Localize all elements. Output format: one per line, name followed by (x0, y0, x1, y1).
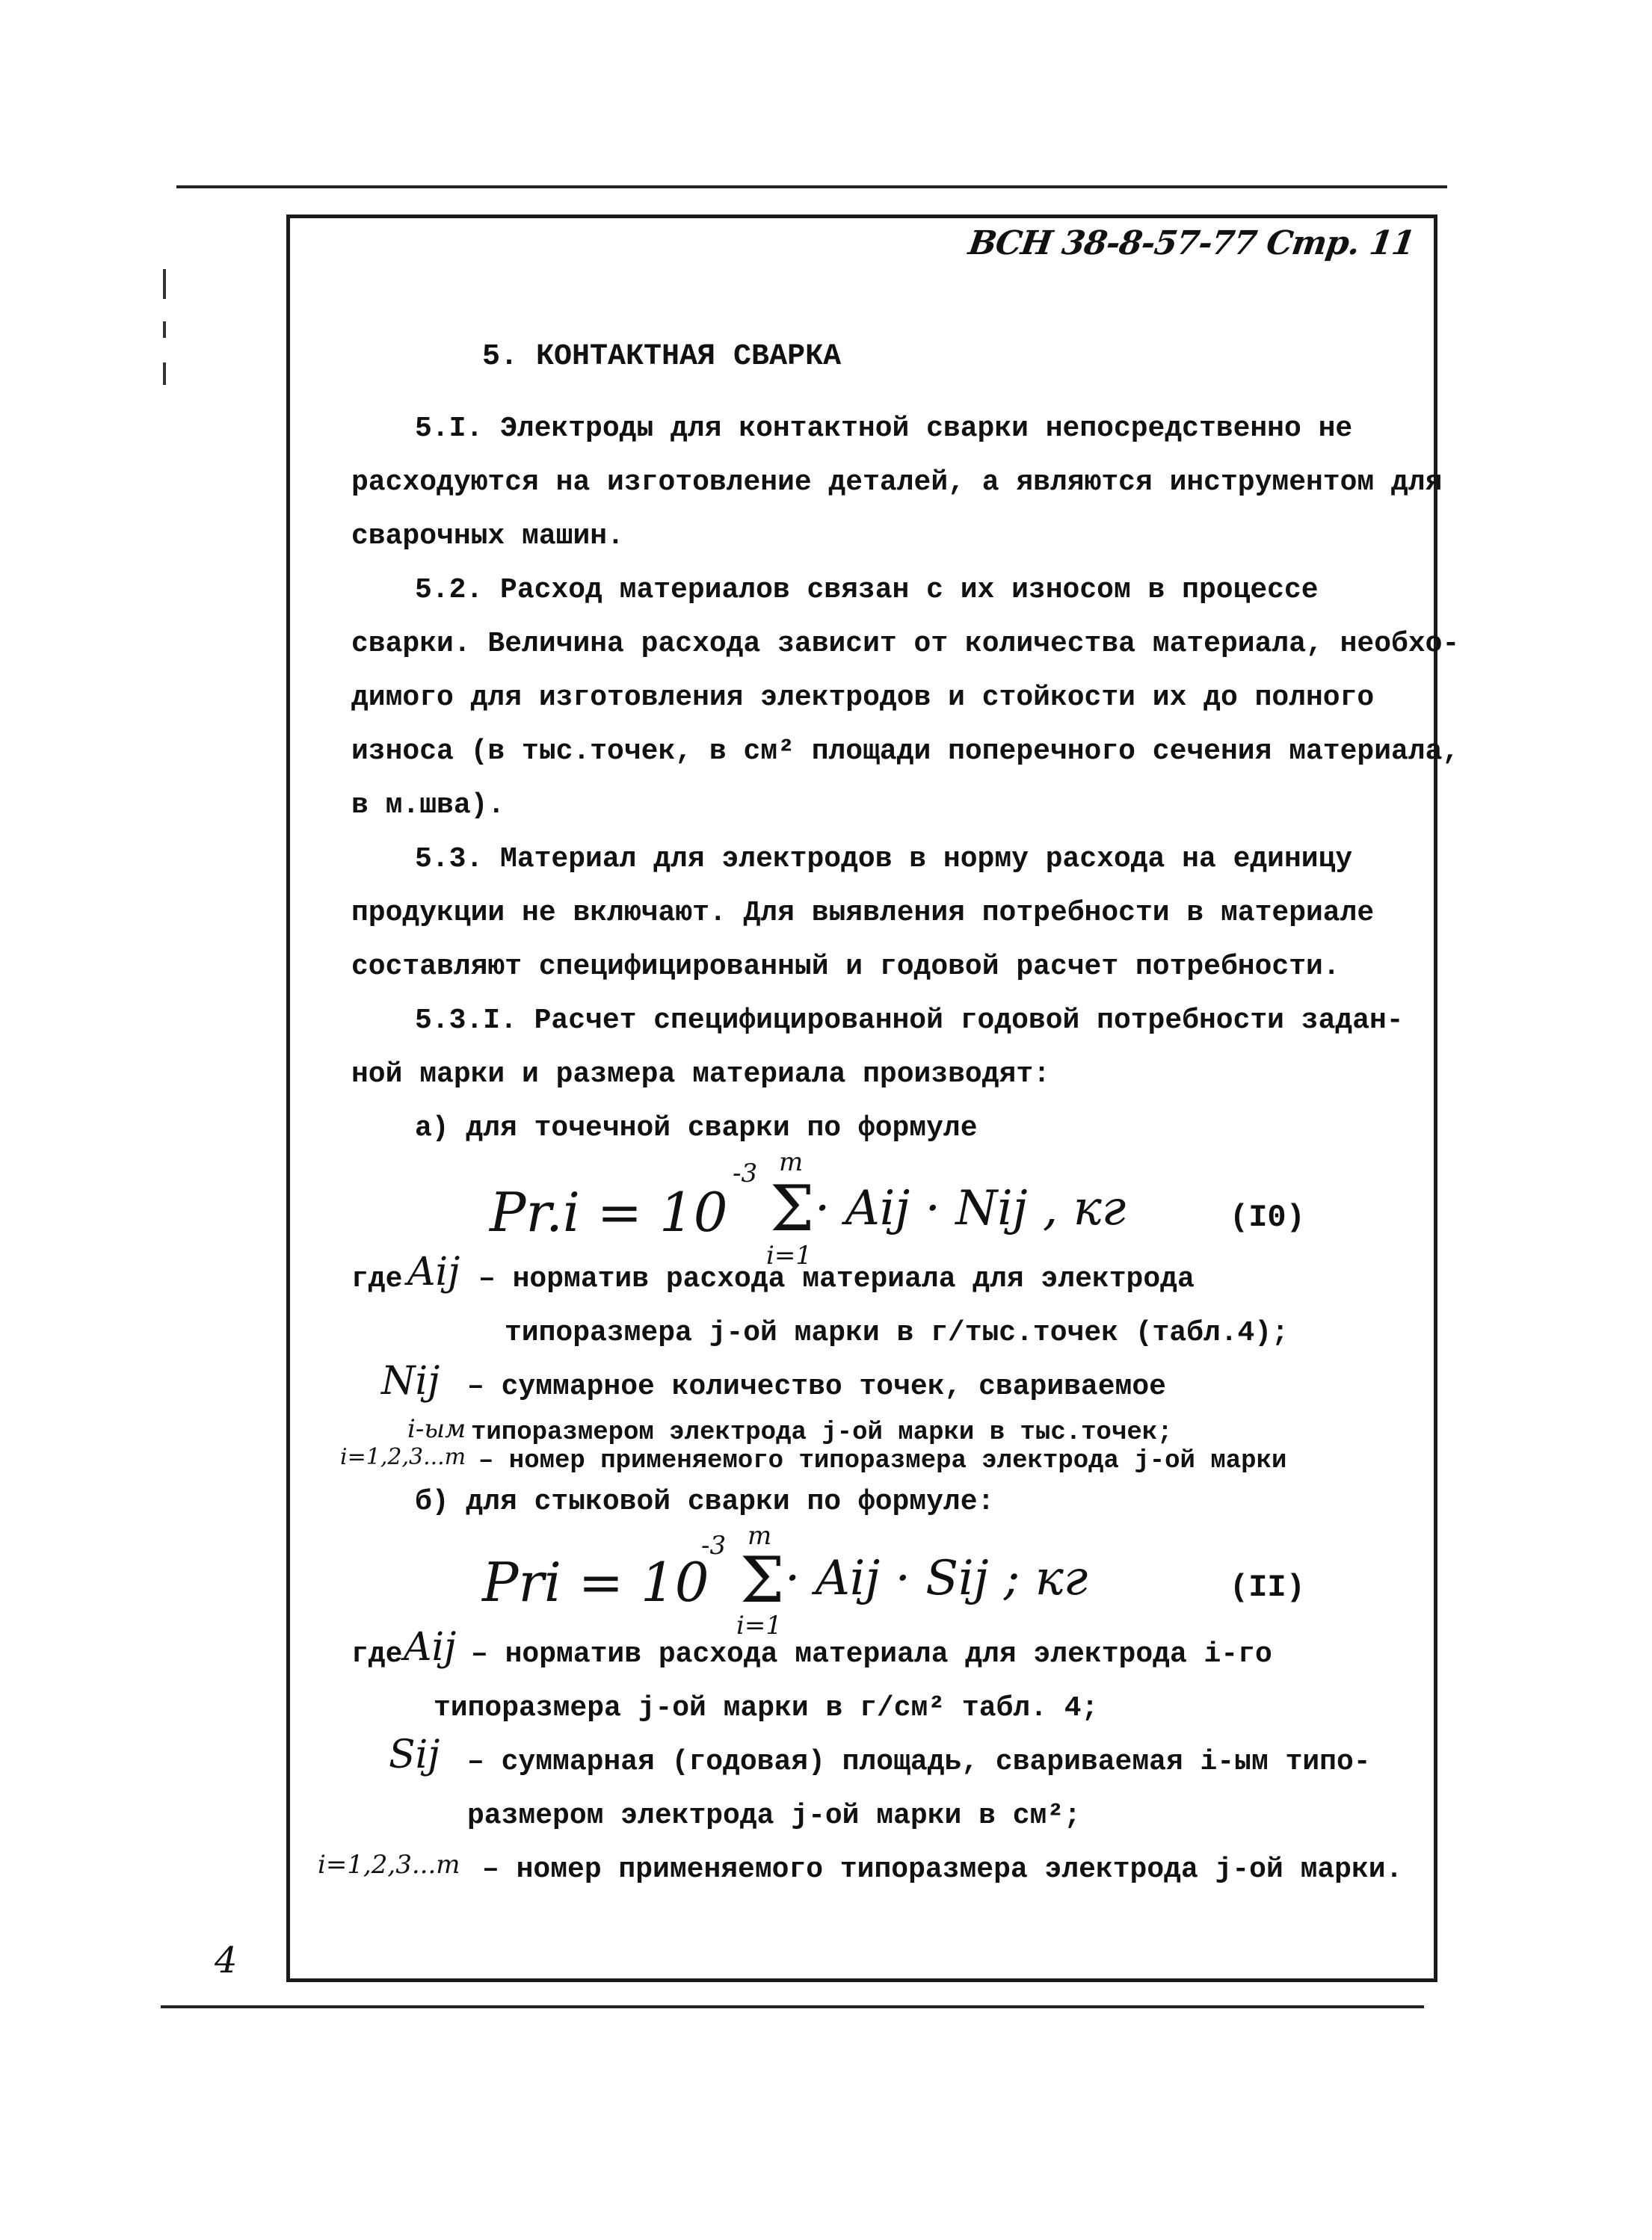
formula-10-sum-lower: i=1 (766, 1241, 812, 1271)
equation-number-10: (I0) (1230, 1200, 1305, 1235)
paragraph-line: 5.I. Электроды для контактной сварки непосредственно не (415, 413, 1353, 445)
symbol-nij: Nij (381, 1359, 440, 1404)
paragraph-line: в м.шва). (351, 789, 505, 821)
handwritten-note: i-ым (407, 1414, 466, 1444)
section-heading: 5. КОНТАКТНАЯ СВАРКА (482, 340, 842, 374)
definition-line: – номер применяемого типоразмера электрода j-ой марки. (482, 1854, 1403, 1886)
formula-10-sum-upper: m (779, 1147, 804, 1177)
subitem-a: а) для точечной сварки по формуле (415, 1112, 978, 1144)
where-label: где (351, 1638, 403, 1670)
top-rule (176, 185, 1447, 188)
formula-11-exponent: -3 (701, 1531, 727, 1561)
where-label: где (351, 1263, 403, 1295)
paragraph-line: расходуются на изготовление деталей, а являются инструментом для (351, 466, 1443, 499)
margin-mark (163, 269, 166, 299)
subitem-b: б) для стыковой сварки по формуле: (415, 1486, 995, 1518)
paragraph-line: 5.3.I. Расчет специфицированной годовой потребности задан- (415, 1005, 1404, 1037)
definition-line: – суммарная (годовая) площадь, свариваемая i-ым типо- (467, 1746, 1371, 1778)
page-number: 4 (215, 1940, 238, 1981)
definition-line: размером электрода j-ой марки в см²; (467, 1800, 1081, 1832)
paragraph-line: димого для изготовления электродов и стойкости их до полного (351, 682, 1375, 714)
definition-line: типоразмером электрода j-ой марки в тыс.точек; (471, 1419, 1173, 1447)
symbol-aij: Aij (404, 1625, 457, 1670)
margin-mark (163, 362, 166, 385)
symbol-sij: Sij (389, 1733, 440, 1777)
equation-number-11: (II) (1230, 1570, 1305, 1605)
margin-mark (163, 321, 166, 338)
formula-10-body: · Aij · Nij , кг (815, 1181, 1126, 1236)
definition-line: – суммарное количество точек, свариваемое (467, 1371, 1166, 1403)
symbol-index: i=1,2,3...m (340, 1444, 466, 1470)
formula-10-lhs: Pr.i = 10 (490, 1181, 728, 1244)
paragraph-line: 5.2. Расход материалов связан с их износом в процессе (415, 574, 1319, 606)
document-code: ВСН 38-8-57-77 Стр. 11 (966, 224, 1417, 262)
definition-line: типоразмера j-ой марки в г/тыс.точек (табл.4); (505, 1317, 1289, 1349)
formula-10-exponent: -3 (733, 1158, 758, 1188)
formula-11-sum-upper: m (748, 1521, 772, 1551)
formula-11-lhs: Pri = 10 (482, 1551, 709, 1614)
sigma-icon: Σ (770, 1172, 815, 1245)
symbol-aij: Aij (407, 1250, 460, 1295)
paragraph-line: продукции не включают. Для выявления потребности в материале (351, 897, 1375, 929)
definition-line: – номер применяемого типоразмера электрода j-ой марки (478, 1447, 1287, 1475)
sigma-icon: Σ (740, 1543, 785, 1617)
paragraph-line: сварки. Величина расхода зависит от количества материала, необхо- (351, 628, 1460, 660)
formula-11-sum-lower: i=1 (736, 1611, 782, 1641)
paragraph-line: износа (в тыс.точек, в см² площади поперечного сечения материала, (351, 735, 1460, 768)
symbol-index: i=1,2,3...m (318, 1850, 460, 1880)
paragraph-line: 5.3. Материал для электродов в норму расхода на единицу (415, 843, 1353, 875)
paragraph-line: сварочных машин. (351, 520, 624, 552)
bottom-rule (161, 2005, 1424, 2008)
definition-line: – норматив расхода материала для электрода (478, 1263, 1195, 1295)
paragraph-line: составляют специфицированный и годовой расчет потребности. (351, 951, 1340, 983)
formula-11-body: · Aij · Sij ; кг (785, 1551, 1088, 1606)
definition-line: – норматив расхода материала для электрода i-го (471, 1638, 1272, 1670)
definition-line: типоразмера j-ой марки в г/см² табл. 4; (434, 1692, 1099, 1724)
paragraph-line: ной марки и размера материала производят: (351, 1058, 1050, 1090)
